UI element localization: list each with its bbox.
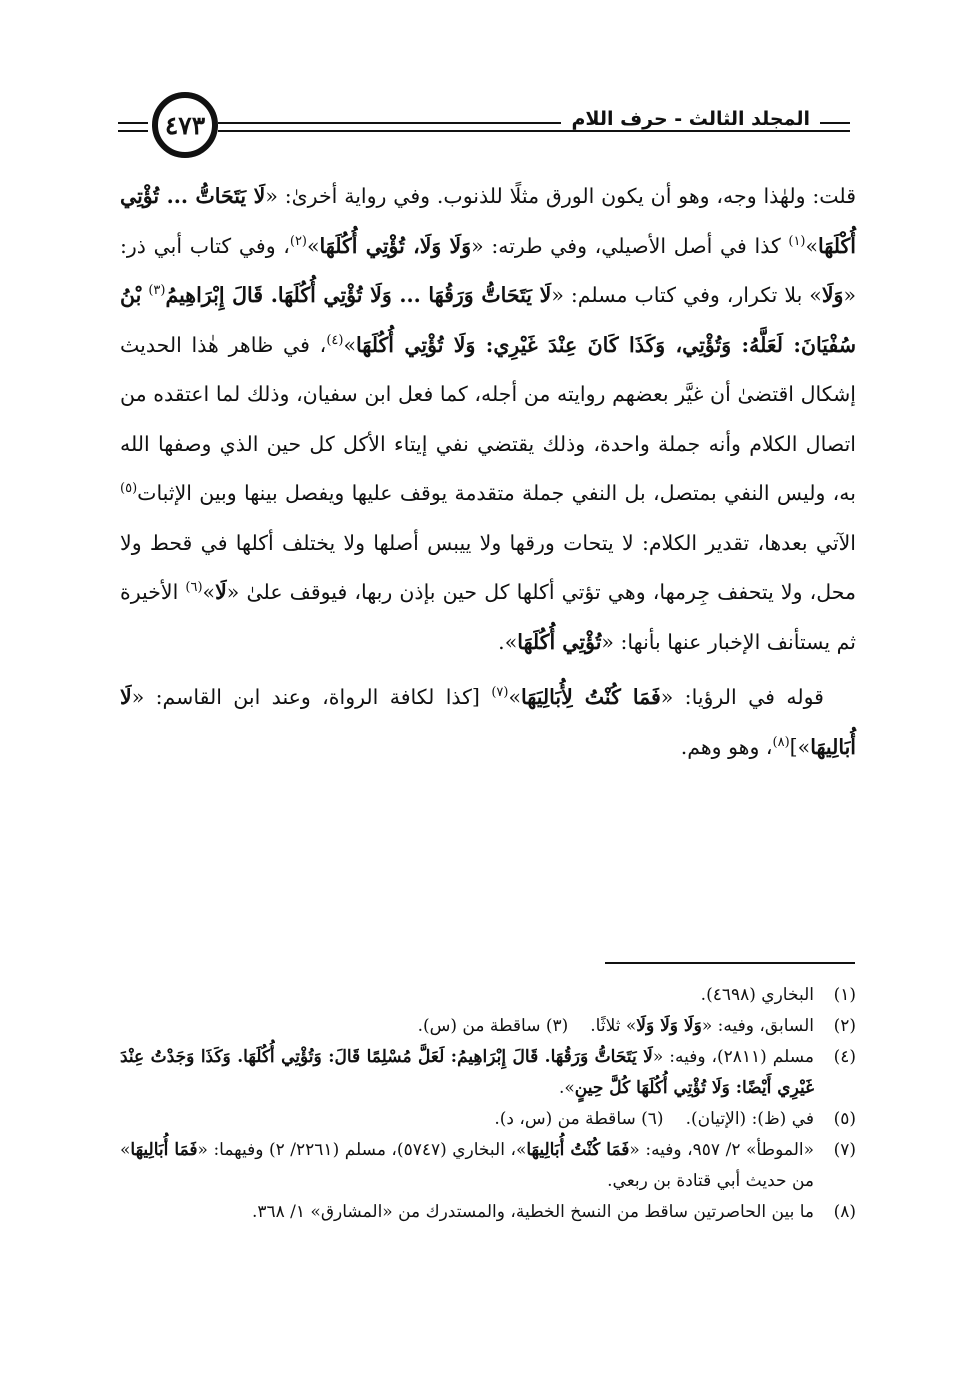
text-run: البخاري (٤٦٩٨). [700, 985, 814, 1005]
footnote [120, 1042, 856, 1104]
text-run: مسلم (٢٨١١)، وفيه: « [652, 1047, 814, 1067]
footnote [120, 980, 856, 1011]
text-run: قلت: ولهٰذا وجه، وهو أن يكون الورق مثلًا للذنوب. وفي رواية أخرىٰ: « [265, 184, 856, 208]
footnote [120, 1135, 856, 1197]
text-run: «الموطأ» ٢/ ٩٥٧، وفيه: « [629, 1140, 814, 1160]
text-run: » [508, 685, 521, 709]
footnote-number: (٤) [833, 1047, 856, 1067]
text-run: (٦) ساقطة من (س، د). [494, 1109, 664, 1129]
text-run: » ثلاثًا. [590, 1016, 637, 1036]
text-run: السابق، وفيه: « [701, 1016, 814, 1036]
text-run: ، وفي كتاب أبي ذر: « [120, 233, 856, 307]
text-run: » بلا تكرار، وفي كتاب مسلم: « [551, 283, 822, 307]
footnote-number: (٨) [833, 1202, 856, 1222]
footnote-number: (١) [833, 985, 856, 1005]
footnote-ref: (٢) [289, 233, 307, 249]
footnote-text [120, 980, 814, 1011]
header-rule [118, 130, 148, 132]
footnote [120, 1104, 856, 1135]
header-rule [118, 122, 148, 124]
hadith-quote: فَمَا كُنْتُ أُبَالِيهَا [526, 1140, 630, 1160]
text-run: ». [558, 1078, 575, 1098]
text-run: [كذا لكافة الرواة، وعند ابن القاسم: « [131, 685, 492, 709]
paragraph [120, 673, 856, 772]
footnote-number: (٢) [833, 1016, 856, 1036]
text-run: الآتي بعدها، تقدير الكلام: لا يتحات ورقها ولا ييبس أصلها ولا يختلف أكلها في قحط ولا محل، ولا يتحفف جِرمها، وهي تؤتي أكلها كل حين بإذن ربها، فيوقف علىٰ « [120, 530, 856, 604]
footnote-separator [605, 962, 855, 964]
text-run: ». [498, 629, 518, 654]
text-run: »، البخاري (٥٧٤٧)، مسلم (٢٢٦١/ ٢) وفيهما: « [197, 1140, 527, 1160]
hadith-quote: بْنُ سُفْيَانَ: لَعَلَّهُ: وَتُؤْتِي، وَكَذَا كَانَ عِنْدَ غَيْرِي: وَلَا تُؤْتِي أُكُلَهَا [120, 283, 856, 357]
footnote [120, 1011, 856, 1042]
hadith-quote: فَمَا أُبَالِيهَا [130, 1140, 198, 1160]
text-run: » [307, 233, 320, 258]
text-run: ما بين الحاصرتين ساقط من النسخ الخطية، والمستدرك من «المشارق» ١/ ٣٦٨. [251, 1202, 814, 1222]
footnote-text [120, 1104, 814, 1135]
hadith-quote: لَا يَتَحَاتُّ ... تُؤْتِي أُكْلَهَا [120, 184, 856, 258]
footnote-ref: (٣) [148, 283, 166, 299]
text-run: قوله في الرؤيا: « [660, 685, 824, 709]
text-run: » [343, 332, 356, 357]
text-run: » من حديث أبي قتادة بن ربعي. [120, 1140, 814, 1191]
hadith-quote: وَلَا [821, 283, 844, 307]
text-run: ، وهو وهم. [680, 734, 773, 759]
hadith-quote: لَا [215, 580, 227, 604]
footnote-ref: (٤) [326, 332, 344, 348]
hadith-quote: لَا يَتَحَاتُّ وَرَقُهَا. قَالَ إِبْرَاهِيمُ: لَعَلَّ مُسْلِمًا قَالَ: وَتُؤْتِي أُكُلَهَا. وَكَذَا وَجَدْتُ عِنْدَ غَيْرِي أَيْضًا: وَلَا تُؤْتِي أُكُلَهَا كُلَّ حِينٍ [120, 1047, 814, 1098]
footnote-ref: (٨) [772, 734, 790, 750]
text-run: » [805, 233, 819, 258]
text-run: ، في ظاهر هٰذا الحديث إشكال اقتضىٰ أن غيَّر بعضهم روايته من أجله، كما فعل ابن سفيان، وذلك لما اعتقده من اتصال الكلام وأنه جملة واحدة، وذلك يقتضي نفي إيتاء الأكل كل حين الذي وصفها الله به، وليس النفي بمتصل، بل النفي جملة متقدمة يوقف عليها ويفصل بينها وبين الإثبات [120, 332, 856, 505]
footnote [120, 1197, 856, 1228]
page-header [118, 88, 850, 164]
footnote-text [120, 1011, 814, 1042]
text-run: الأخيرة ثم يستأنف الإخبار عنها بأنها: « [120, 580, 856, 654]
header-rule [218, 130, 850, 132]
hadith-quote: لَا أُبَالِيهَا [120, 685, 856, 759]
hadith-quote: وَلَا وَلَا، تُؤْتِي أُكُلَهَا [319, 233, 472, 258]
page-number: ٤٧٣ [152, 92, 218, 158]
text-run: » [202, 580, 216, 604]
footnotes [120, 980, 856, 1228]
hadith-quote: وَلَا وَلَا وَلَا [636, 1016, 702, 1036]
footnote-ref: (٦) [185, 580, 203, 596]
text-run: كذا في أصل الأصيلي، وفي طرته: « [471, 233, 789, 258]
footnote-text [120, 1197, 814, 1228]
hadith-quote: تُؤْتِي أُكُلَهَا [517, 629, 602, 654]
hadith-quote: لَا يَتَحَاتُّ وَرَقُهَا ... وَلَا تُؤْتِي أُكُلَهَا. قَالَ إِبْرَاهِيمُ [165, 283, 552, 307]
text-run: »] [789, 734, 811, 759]
footnote-ref: (٥) [120, 481, 138, 497]
footnote-text [120, 1135, 814, 1197]
hadith-quote: فَمَا كُنْتُ لِأُبَالِيَهَا [521, 685, 661, 709]
body-text [120, 172, 856, 772]
footnote-text [120, 1042, 814, 1104]
footnote-number: (٧) [833, 1140, 856, 1160]
footnote-ref: (١) [788, 233, 806, 249]
paragraph [120, 172, 856, 667]
text-run: في (ظ): (الإتيان). [685, 1109, 814, 1129]
text-run: (٣) ساقطة من (س). [417, 1016, 569, 1036]
footnote-ref: (٧) [491, 685, 509, 701]
footnote-number: (٥) [833, 1109, 856, 1129]
running-title: المجلد الثالث - حرف اللام [561, 108, 820, 130]
